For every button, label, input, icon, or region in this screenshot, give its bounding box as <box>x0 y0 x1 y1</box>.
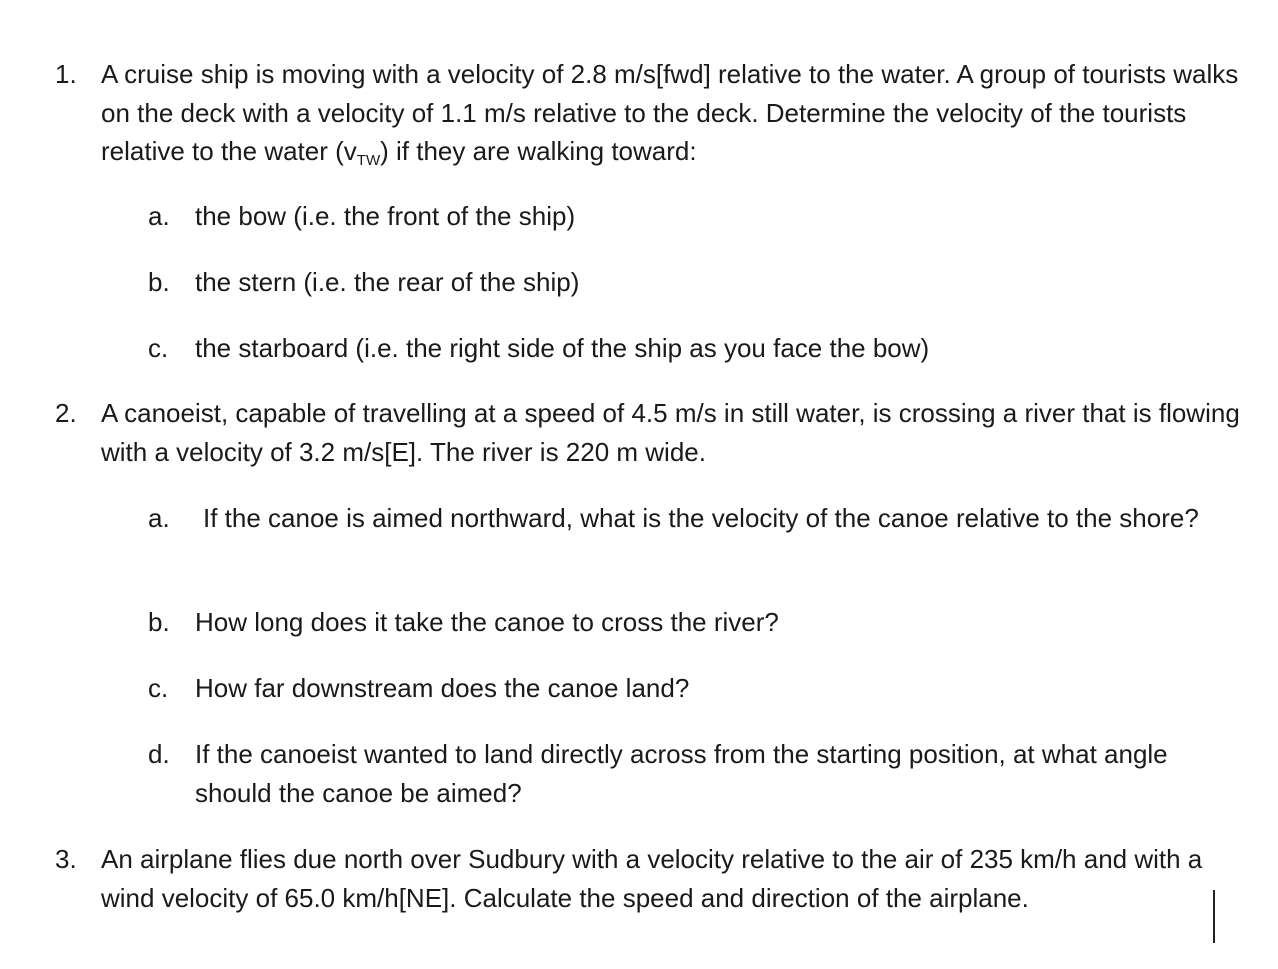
part-letter: b. <box>148 267 170 297</box>
question-number: 3. <box>55 844 77 874</box>
subscript-tw: TW <box>356 152 381 169</box>
part-letter: b. <box>148 607 170 637</box>
question-number: 2. <box>55 398 77 428</box>
question-text-part: A cruise ship is moving with a velocity of 2.8 m/s[fwd] relative to the water. A group of tourists walks on the deck with a velocity of 1.1 m/s relative to the deck. Determine the velocity of the tourists relative to the water (v <box>101 59 1239 166</box>
question-number: 1. <box>55 59 77 89</box>
part-letter: c. <box>148 333 169 363</box>
question-text: An airplane flies due north over Sudbury with a velocity relative to the air of 235 km/h and with a wind velocity of 65.0 km/h[NE]. Calculate the speed and direction of the airplane. <box>101 844 1203 913</box>
part-letter: d. <box>148 739 170 769</box>
part-letter: c. <box>148 673 169 703</box>
question-text: A canoeist, capable of travelling at a speed of 4.5 m/s in still water, is crossing a river that is flowing with a velocity of 3.2 m/s[E]. The river is 220 m wide. <box>101 398 1240 467</box>
part-letter: a. <box>148 503 170 533</box>
part-letter: a. <box>148 201 170 231</box>
question-text-part: ) if they are walking toward: <box>380 136 697 166</box>
part-text: the starboard (i.e. the right side of the ship as you face the bow) <box>195 333 930 363</box>
part-text: How long does it take the canoe to cross the river? <box>195 607 779 637</box>
question-text <box>101 55 1241 171</box>
part-text: the bow (i.e. the front of the ship) <box>195 201 576 231</box>
part-text: the stern (i.e. the rear of the ship) <box>195 267 580 297</box>
part-text: If the canoe is aimed northward, what is the velocity of the canoe relative to the shore? <box>203 503 1199 533</box>
part-text: How far downstream does the canoe land? <box>195 673 690 703</box>
part-text: If the canoeist wanted to land directly across from the starting position, at what angle should the canoe be aimed? <box>195 739 1168 808</box>
text-cursor <box>1213 890 1215 943</box>
